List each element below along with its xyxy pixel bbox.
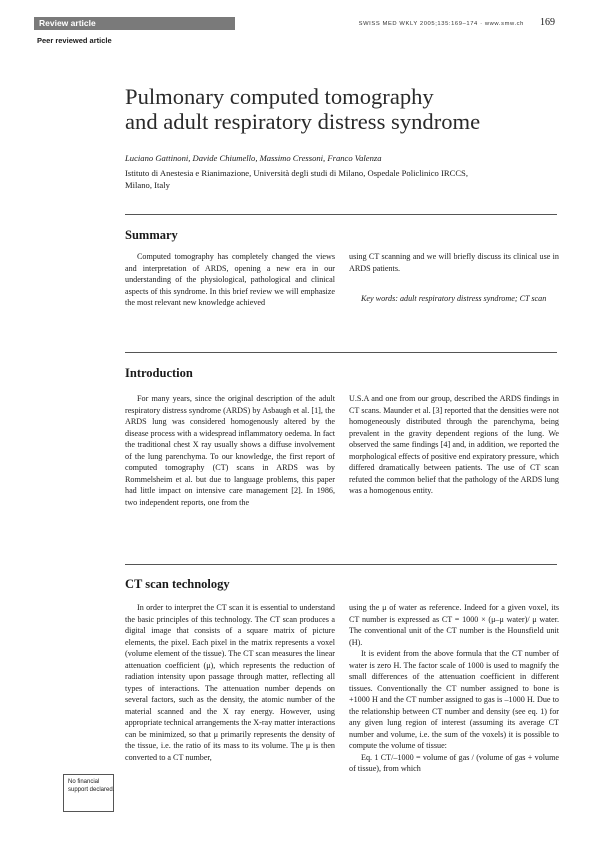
ct-left-column: In order to interpret the CT scan it is essential to understand the basic principles of this technology. The CT scan produces a digital image that consists of a square matrix of picture elements, the pixel. Each pixel in the matrix represents a voxel (volume element of the tissue). The CT scan measures the linear attenuation coefficient (μ), which represents the reduction of radiation intensity upon passage through matter, reflecting all types of interactions. The attenuation number depends on several factors, such as the density, the atomic number of the material scanned and the X ray energy. However, using appropriate technical arrangements the X-ray matter interactions can be minimized, so that μ primarily represents the density of the tissue, i.e. the ratio of its mass to its volume. The μ is then converted to a CT number, — [125, 603, 335, 762]
ct-right-paragraph-1: using the μ of water as reference. Indeed for a given voxel, its CT number is expressed as CT = 1000 × (μ–μ water)/ μ water. The conventional unit of the CT number is the Hounsfield unit (H). — [349, 603, 559, 647]
ct-technology-heading: CT scan technology — [125, 577, 230, 591]
keywords: Key words: adult respiratory distress syndrome; CT scan — [361, 294, 547, 303]
introduction-left-column: For many years, since the original description of the adult respiratory distress syndrome (ARDS) by Asbaugh et al. [1], the ARDS lung was considered homogenously altered by the disease process with a widespread inflammatory oedema. In fact the traditional chest X ray usually shows a diffuse involvement of the lung parenchyma. To our knowledge, the first report of computed tomography (CT) scans in ARDS was by Rommelsheim et al. but due to language problems, this paper had little impact on intensive care management [2]. In 1986, two independent reports, one from the — [125, 394, 335, 507]
article-title — [125, 84, 565, 134]
peer-review-label: Peer reviewed article — [37, 36, 112, 45]
ct-right-column — [349, 602, 559, 775]
section-tag: Review article — [34, 17, 235, 30]
funding-note — [63, 774, 114, 812]
funding-note-line-1: No financial — [68, 779, 100, 785]
summary-heading: Summary — [125, 228, 178, 242]
summary-left-column: Computed tomography has completely changed the views and interpretation of ARDS, opening a new era in our understanding of the physiological, pathological and clinical aspects of this syndrome. In this brief review we will emphasize the most relevant new knowledge achieved — [125, 252, 335, 307]
summary-right-column: using CT scanning and we will briefly discuss its clinical use in ARDS patients. — [349, 252, 559, 273]
page-number: 169 — [540, 17, 555, 28]
section-divider-summary — [125, 214, 557, 215]
ct-right-paragraph-2: It is evident from the above formula that the CT number of water is zero H. The factor scale of 1000 is used to magnify the small differences of the attenuation coefficient in different tissues. Conventionally the CT number assigned to bone is +1000 H and the CT number assigned to gas is –1000 H. Due to the relationship between CT number and density (see eq. 1) for any given lung region of interest (assuming its average CT number and volume, i.e. the sum of the voxels) it is possible to compute the volume of tissue: — [349, 649, 559, 750]
ct-right-paragraph-3: Eq. 1 CT/–1000 = volume of gas / (volume of gas + volume of tissue), from which — [349, 752, 559, 773]
introduction-right-column: U.S.A and one from our group, described the ARDS findings in CT scans. Maunder et al. [3] reported that the densities were not homogeneously distributed through the parenchyma, being prevalent in the gravity dependent regions of the lung. We observed the same findings [4] and, in addition, we reported the morphological effects of positive end expiratory pressure, which differed dramatically between patients. The use of CT scan refuted the common belief that the pathology of the ARDS lung was a homogenous entity. — [349, 394, 559, 495]
introduction-heading: Introduction — [125, 366, 193, 380]
running-head: SWISS MED WKLY 2005;135:169–174 · www.smw.ch — [358, 21, 524, 27]
section-divider-introduction — [125, 352, 557, 353]
affiliation: Istituto di Anestesia e Rianimazione, Università degli studi di Milano, Ospedale Policlinico IRCCS, Milano, Italy — [125, 168, 468, 190]
title-line-1: Pulmonary computed tomography — [125, 84, 434, 109]
author-list: Luciano Gattinoni, Davide Chiumello, Massimo Cressoni, Franco Valenza — [125, 153, 382, 163]
title-line-2: and adult respiratory distress syndrome — [125, 109, 481, 134]
funding-note-line-2: support declared. — [68, 787, 115, 794]
section-divider-ct — [125, 564, 557, 565]
